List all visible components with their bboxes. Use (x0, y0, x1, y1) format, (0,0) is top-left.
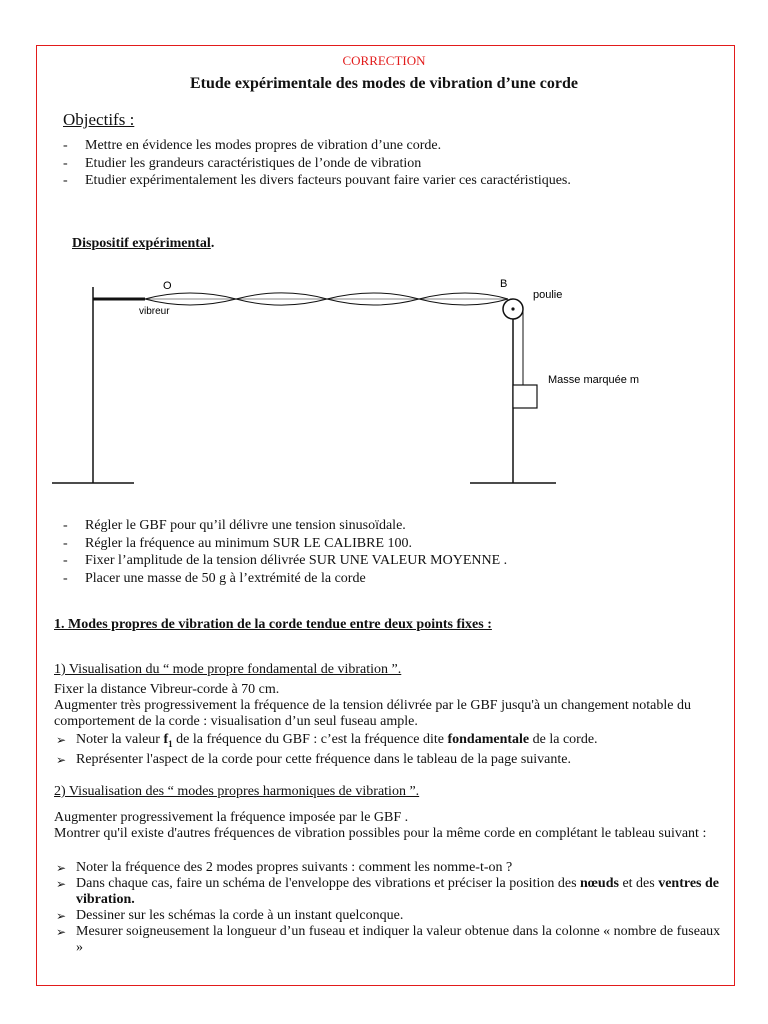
list-item: ➢ Mesurer soigneusement la longueur d’un fuseau et indiquer la valeur obtenue dans la colonne « nombre de fuseaux » (54, 924, 724, 956)
bullet-bold: nœuds (580, 876, 619, 891)
string-envelope-upper (145, 293, 508, 299)
section1-heading: 1. Modes propres de vibration de la corde tendue entre deux points fixes : (54, 617, 492, 632)
label-vibreur: vibreur (139, 306, 170, 317)
bullet-bold: fondamentale (447, 732, 530, 747)
sub2-line1: Augmenter progressivement la fréquence imposée par le GBF . (54, 810, 409, 825)
list-item (54, 732, 724, 752)
list-item: - Placer une masse de 50 g à l’extrémité de la corde (63, 570, 507, 588)
sub1-line1: Fixer la distance Vibreur-corde à 70 cm. (54, 682, 280, 697)
setup-heading-suffix: . (210, 236, 215, 251)
f1-symbol: $f_1$ (163, 732, 173, 749)
label-b: B (500, 278, 508, 290)
label-masse: Masse marquée m (548, 374, 640, 386)
list-item: - Fixer l’amplitude de la tension délivrée SUR UNE VALEUR MOYENNE . (63, 552, 507, 570)
list-item: ➢ Noter la fréquence des 2 modes propres suivants : comment les nomme-t-on ? (54, 860, 724, 876)
procedure-list (63, 517, 507, 587)
objectives-heading: Objectifs : (63, 110, 135, 129)
bullet-text: de la corde. (529, 732, 598, 747)
sub2-bullets (54, 860, 724, 956)
bullet-text: Noter la valeur (76, 732, 164, 747)
mass-block (513, 385, 537, 408)
list-item (54, 876, 724, 908)
page-title: Etude expérimentale des modes de vibration d’une corde (190, 75, 578, 92)
correction-label: CORRECTION (342, 53, 426, 68)
list-item: - Mettre en évidence les modes propres de vibration d’une corde. (63, 137, 571, 155)
setup-heading-text: Dispositif expérimental (72, 236, 211, 251)
list-item: ➢ Dessiner sur les schémas la corde à un instant quelconque. (54, 908, 724, 924)
bullet-text: et des (618, 876, 659, 891)
list-item: - Etudier expérimentalement les divers facteurs pouvant faire varier ces caractéristiques. (63, 172, 571, 190)
label-o: O (163, 280, 172, 292)
subsection2-heading: 2) Visualisation des “ modes propres harmoniques de vibration ”. (54, 784, 420, 799)
list-item: - Régler le GBF pour qu’il délivre une tension sinusoïdale. (63, 517, 507, 535)
list-item: ➢ Représenter l'aspect de la corde pour cette fréquence dans le tableau de la page suivante. (54, 752, 724, 768)
bullet-bold: ventres de vibration. (76, 876, 719, 907)
string-envelope-lower (145, 299, 508, 305)
list-item: - Etudier les grandeurs caractéristiques de l’onde de vibration (63, 155, 571, 173)
sub1-bullets (54, 732, 724, 768)
bullet-text: de la fréquence du GBF : c’est la fréquence dite (172, 732, 448, 747)
sub1-para: Augmenter très progressivement la fréquence de la tension délivrée par le GBF jusqu'à un changement notable du comportement de la corde : visualisation d’un seul fuseau ample. (54, 698, 691, 729)
subsection1-heading: 1) Visualisation du “ mode propre fondamental de vibration ”. (54, 662, 402, 677)
list-item: - Régler la fréquence au minimum SUR LE CALIBRE 100. (63, 535, 507, 553)
label-poulie: poulie (533, 289, 563, 301)
bullet-text: Dans chaque cas, faire un schéma de l'enveloppe des vibrations et préciser la position des (76, 876, 581, 891)
pulley-axle (511, 307, 514, 310)
sub2-para: Montrer qu'il existe d'autres fréquences de vibration possibles pour la même corde en complétant le tableau suivant : (54, 826, 707, 841)
